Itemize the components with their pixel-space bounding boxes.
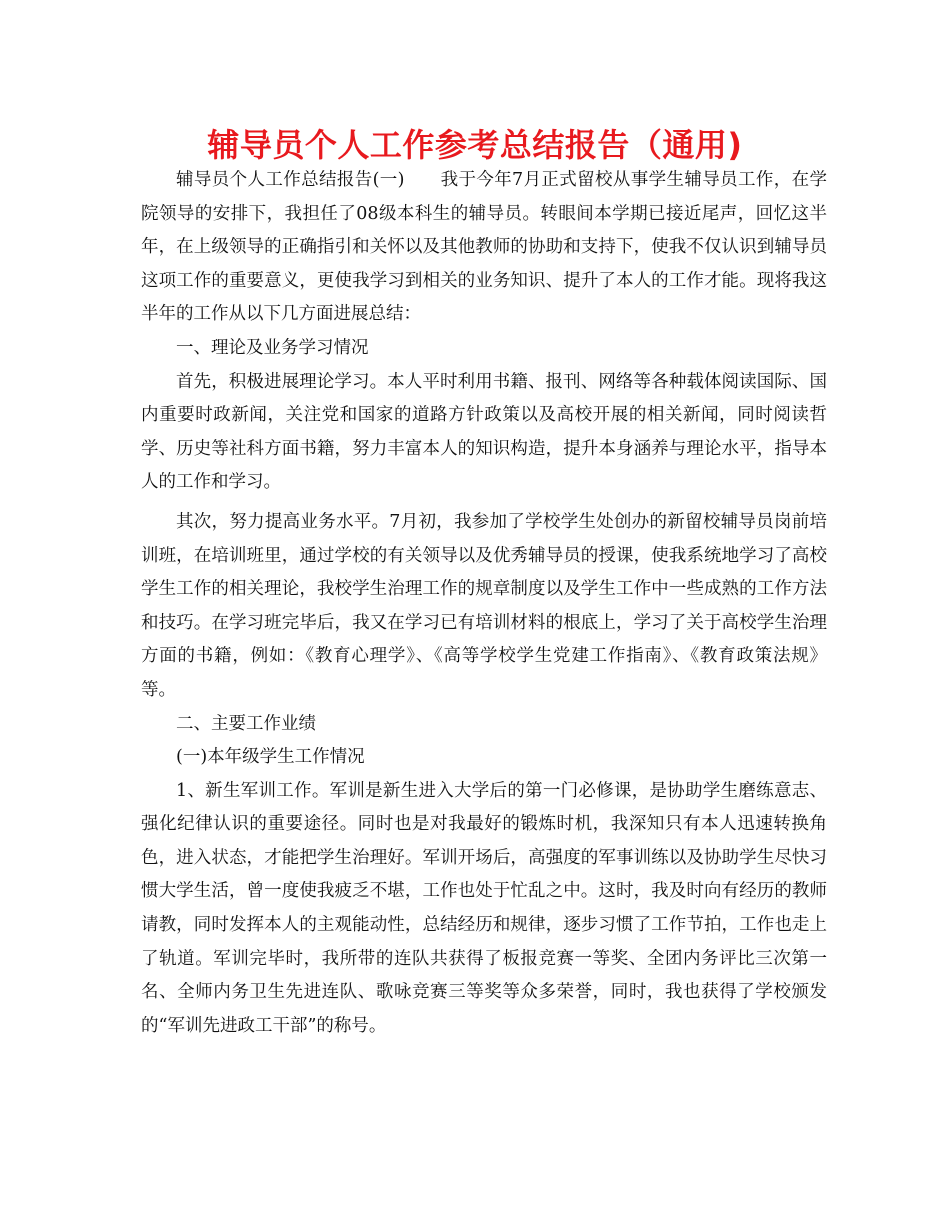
paragraph-military-training: 1、新生军训工作。军训是新生进入大学后的第一门必修课，是协助学生磨练意志、强化纪律认识的重要途径。同时也是对我最好的锻炼时机，我深知只有本人迅速转换角色，进入状态，才能把学生治理好。军训开场后，高强度的军事训练以及协助学生尽快习惯大学生活，曾一度使我疲乏不堪，工作也处于忙乱之中。这时，我及时向有经历的教师请教，同时发挥本人的主观能动性，总结经历和规律，逐步习惯了工作节拍，工作也走上了轨道。军训完毕时，我所带的连队共获得了板报竞赛一等奖、全团内务评比三次第一名、全师内务卫生先进连队、歌咏竞赛三等奖等众多荣誉，同时，我也获得了学校颁发的“军训先进政工干部”的称号。 — [141, 780, 827, 1036]
document-title: 辅导员个人工作参考总结报告（通用) — [207, 126, 743, 164]
paragraph-intro: 辅导员个人工作总结报告(一) 我于今年7月正式留校从事学生辅导员工作，在学院领导的安排下，我担任了08级本科生的辅导员。转眼间本学期已接近尾声，回忆这半年，在上级领导的正确指引和关怀以及其他教师的协助和支持下，使我不仅认识到辅导员这项工作的重要意义，更使我学习到相关的业务知识、提升了本人的工作才能。现将我这半年的工作从以下几方面进展总结： — [141, 170, 827, 325]
paragraph-business-study: 其次，努力提高业务水平。7月初，我参加了学校学生处创办的新留校辅导员岗前培训班，在培训班里，通过学校的有关领导以及优秀辅导员的授课，使我系统地学习了高校学生工作的相关理论，我校学生治理工作的规章制度以及学生工作中一些成熟的工作方法和技巧。在学习班完毕后，我又在学习已有培训材料的根底上，学习了关于高校学生治理方面的书籍，例如：《教育心理学》、《高等学校学生党建工作指南》、《教育政策法规》等。 — [141, 511, 827, 700]
paragraph-theory-study: 首先，积极进展理论学习。本人平时利用书籍、报刊、网络等各种载体阅读国际、国内重要时政新闻，关注党和国家的道路方针政策以及高校开展的相关新闻，同时阅读哲学、历史等社科方面书籍，努力丰富本人的知识构造，提升本身涵养与理论水平，指导本人的工作和学习。 — [141, 371, 827, 493]
subsection-heading-1: (一)本年级学生工作情况 — [176, 747, 365, 768]
section-heading-1: 一、理论及业务学习情况 — [176, 337, 369, 358]
section-heading-2: 二、主要工作业绩 — [176, 713, 316, 734]
document-body — [141, 164, 827, 1043]
